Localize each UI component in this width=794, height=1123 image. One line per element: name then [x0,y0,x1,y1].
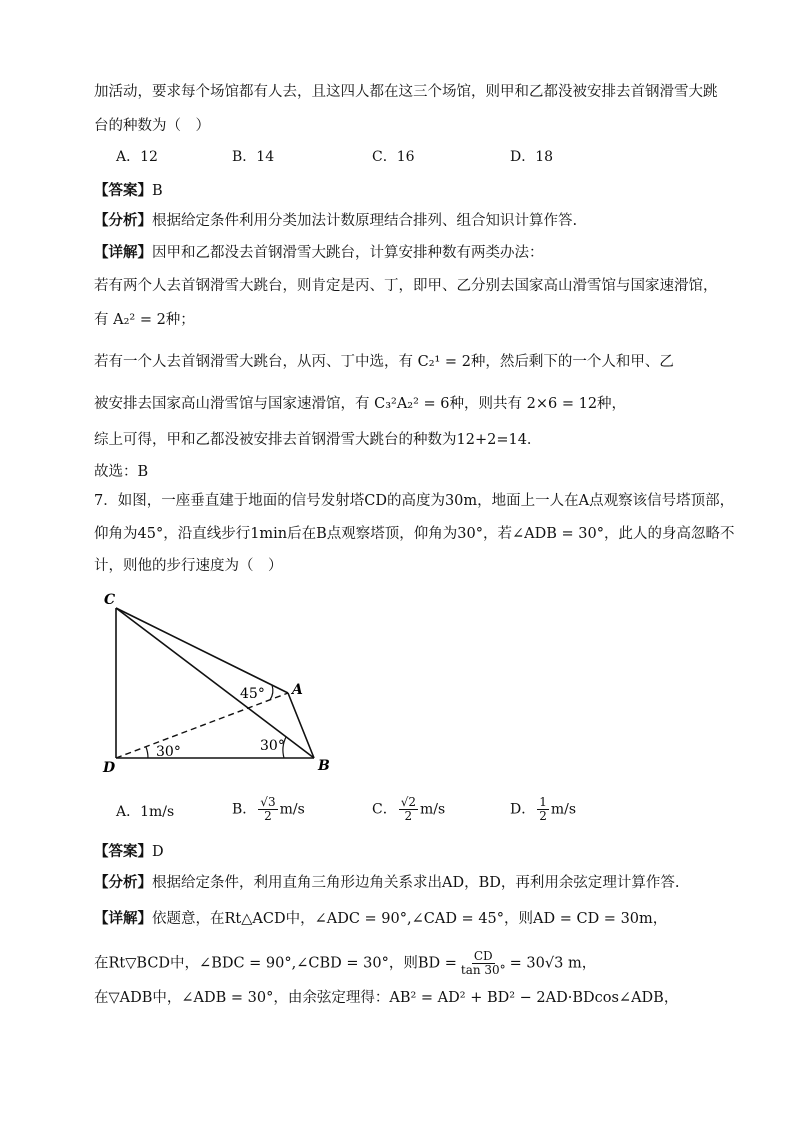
q7-detail-1 [94,909,667,929]
answer-tag: 【答案】 [94,182,152,199]
q6-analysis [94,211,577,231]
label-d: D [103,760,116,775]
label-angle-30-b: 30° [260,738,285,754]
q6-text-line-1: 加活动，要求每个场馆都有人去，且这四人都在这三个场馆，则甲和乙都没被安排去首钢滑雪大跳 [94,84,718,100]
detail-2-numerator: CD [473,949,493,963]
q7-option-b [232,796,305,823]
detail-2-suffix: = 30√3 m， [509,955,597,972]
option-d-numerator: 1 [539,795,547,809]
detail-text: 依题意，在Rt△ACD中，∠ADC = 90°,∠CAD = 45°，则AD = CD = 30m， [152,911,668,927]
detail-tag: 【详解】 [94,244,152,261]
answer-value: B [152,183,163,199]
q7-detail-2 [94,950,596,977]
label-angle-45: 45° [240,686,265,702]
option-c-fraction [399,796,418,823]
option-c-unit: m/s [420,801,446,818]
q6-detail-2: 若有两个人去首钢滑雪大跳台，则肯定是丙、丁，即甲、乙分别去国家高山滑雪馆与国家速滑馆， [94,278,718,294]
detail-2-fraction [459,950,508,977]
option-b-denominator: 2 [264,809,272,823]
q7-answer [94,842,164,862]
detail-text: 因甲和乙都没去首钢滑雪大跳台，计算安排种数有两类办法： [152,245,544,261]
segment-cb [116,608,314,758]
option-a-letter: A． [116,804,141,820]
segment-ca [116,608,288,693]
label-angle-30-d: 30° [156,744,181,760]
q7-analysis [94,873,679,893]
answer-value: D [152,844,164,860]
detail-2-prefix: 在Rt▽BCD中，∠BDC = 90°,∠CBD = 30°，则BD = [94,955,457,972]
q6-option-c: C．16 [372,149,415,165]
q6-detail-6: 综上可得，甲和乙都没被安排去首钢滑雪大跳台的种数为12+2=14． [94,432,542,448]
option-b-letter: B． [232,801,257,818]
analysis-tag: 【分析】 [94,212,152,229]
q6-option-b: B．14 [232,149,275,165]
q6-option-a: A．12 [116,149,158,165]
q7-text-line-2: 仰角为45°，沿直线步行1min后在B点观察塔顶，仰角为30°，若∠ADB = 30°，此人的身高忽略不 [94,526,735,542]
q6-detail-1 [94,243,544,263]
option-b-numerator: √3 [260,795,276,809]
geometry-diagram [100,590,340,775]
option-b-unit: m/s [279,801,305,818]
q6-detail-5: 被安排去国家高山滑雪馆与国家速滑馆，有 C₃²A₂² = 6种，则共有 2×6 = 12种， [94,396,627,412]
option-c-letter: C． [372,801,397,818]
angle-arc-d [146,747,148,758]
label-a: A [292,682,303,698]
option-a-value: 1m/s [140,804,175,820]
q7-option-a [116,802,174,822]
option-c-numerator: √2 [400,795,416,809]
label-b: B [318,758,330,774]
q6-detail-4: 若有一个人去首钢滑雪大跳台，从丙、丁中选，有 C₂¹ = 2种，然后剩下的一个人和甲、乙 [94,354,674,370]
q6-detail-3: 有 A₂² = 2种； [94,312,195,328]
analysis-text: 根据给定条件，利用直角三角形边角关系求出AD，BD，再利用余弦定理计算作答. [152,875,680,891]
option-c-denominator: 2 [404,809,413,823]
q6-choice: 故选：B [94,464,149,480]
q7-text-line-1: 7．如图，一座垂直建于地面的信号发射塔CD的高度为30m，地面上一人在A点观察该信号塔顶部， [94,493,735,509]
detail-tag: 【详解】 [94,910,152,927]
option-d-unit: m/s [550,801,577,818]
q6-text-line-2: 台的种数为（ ） [94,118,210,134]
analysis-text: 根据给定条件利用分类加法计数原理结合排列、组合知识计算作答. [152,213,578,229]
answer-tag: 【答案】 [94,843,152,860]
option-b-fraction [258,796,277,823]
option-d-letter: D． [510,801,536,818]
analysis-tag: 【分析】 [94,874,152,891]
label-c: C [104,592,116,608]
q6-option-d: D．18 [510,149,554,165]
angle-arc-a [270,685,273,700]
q7-text-line-3: 计，则他的步行速度为（ ） [94,558,283,574]
q7-option-c [372,796,445,823]
q6-answer [94,181,163,201]
option-d-fraction [537,796,549,823]
option-d-denominator: 2 [539,809,547,823]
detail-2-denominator: tan 30° [460,963,506,977]
q7-option-d [510,796,576,823]
q7-detail-3: 在▽ADB中，∠ADB = 30°，由余弦定理得：AB² = AD² + BD² − 2AD·BDcos∠ADB， [94,990,679,1006]
